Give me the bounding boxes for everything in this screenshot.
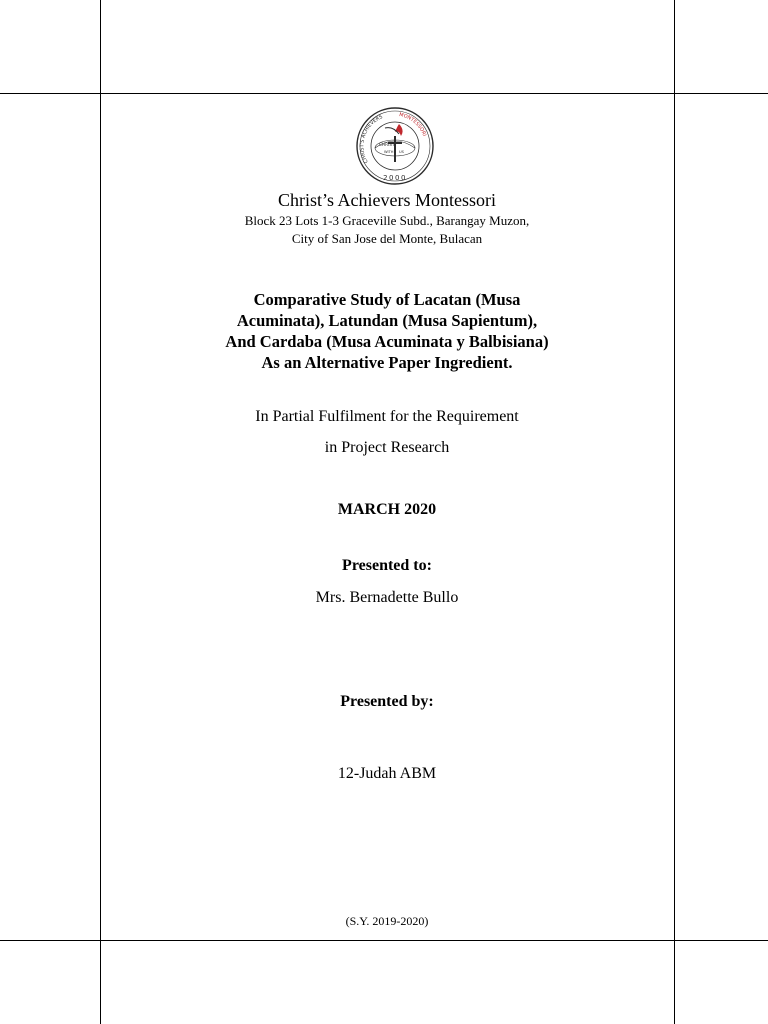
seal-ring-text-left: CHRIST'S ACHIEVERS	[359, 114, 384, 164]
school-address-line1: Block 23 Lots 1-3 Graceville Subd., Barangay Muzon,	[244, 213, 530, 228]
requirement-line1: In Partial Fulfilment for the Requirement	[255, 408, 519, 425]
presented-to-label: Presented to:	[342, 557, 432, 574]
frame-line-right	[674, 0, 675, 1024]
research-title	[100, 289, 674, 373]
research-title-line: And Cardaba (Musa Acuminata y Balbisiana)	[225, 332, 549, 351]
school-year: (S.Y. 2019-2020)	[345, 914, 429, 928]
presented-by-name: 12-Judah ABM	[337, 765, 437, 782]
research-title-line: As an Alternative Paper Ingredient.	[261, 353, 513, 372]
seal-center-text-with: WITH	[384, 150, 394, 154]
frame-line-top	[0, 93, 768, 94]
research-title-line: Acuminata), Latundan (Musa Sapientum),	[236, 311, 538, 330]
research-title-line: Comparative Study of Lacatan (Musa	[253, 290, 521, 309]
school-address-line2: City of San Jose del Monte, Bulacan	[291, 231, 483, 246]
seal-year: 2000	[383, 174, 407, 182]
submission-date: MARCH 2020	[337, 501, 437, 518]
presented-by-label: Presented by:	[340, 693, 434, 710]
school-name: Christ’s Achievers Montessori	[278, 190, 496, 210]
seal-center-text-us: US	[399, 150, 404, 154]
frame-line-bottom	[0, 940, 768, 941]
seal-center-text-christ: CHRIST	[379, 142, 395, 147]
presented-to-name: Mrs. Bernadette Bullo	[315, 589, 459, 606]
requirement-line2: in Project Research	[324, 439, 450, 456]
school-seal-icon	[355, 104, 435, 188]
seal-ring-text-right: MONTESSORI	[398, 112, 428, 138]
